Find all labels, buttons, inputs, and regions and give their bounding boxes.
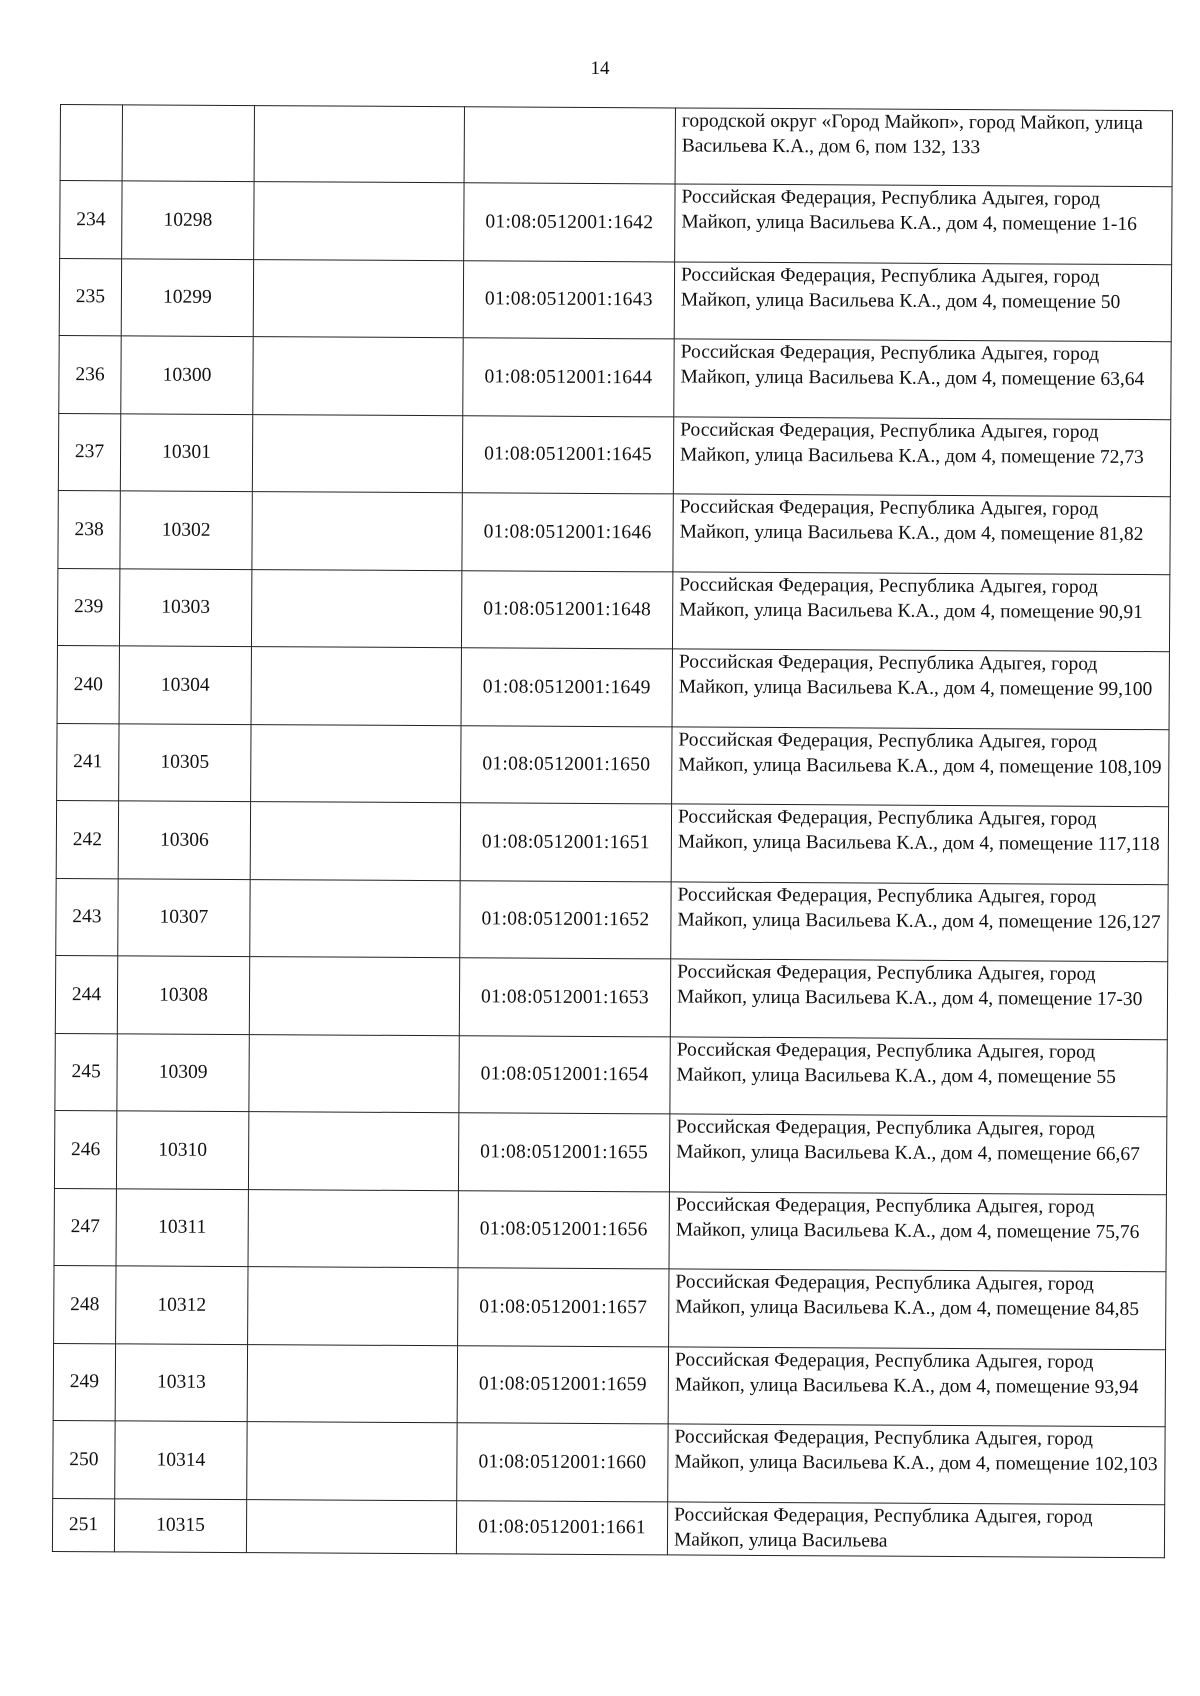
address-cell xyxy=(669,1269,1166,1349)
cadastral-number-cell: 01:08:0512001:1654 xyxy=(459,1035,670,1114)
blank-cell xyxy=(253,259,463,338)
row-number-cell: 243 xyxy=(56,878,118,956)
blank-cell xyxy=(250,879,460,958)
row-number-cell: 248 xyxy=(54,1265,116,1343)
cadastral-number-cell: 01:08:0512001:1661 xyxy=(456,1500,667,1554)
row-number-cell: 245 xyxy=(55,1033,117,1111)
row-number-cell: 249 xyxy=(53,1343,115,1421)
table-row xyxy=(57,568,1169,652)
blank-cell xyxy=(252,492,462,571)
blank-cell xyxy=(248,1189,458,1268)
row-number-cell xyxy=(60,105,122,181)
registry-number-cell: 10302 xyxy=(120,491,252,569)
address-cell xyxy=(672,649,1169,729)
blank-cell xyxy=(248,1267,458,1346)
table-row xyxy=(59,258,1171,342)
table-row xyxy=(55,1033,1167,1117)
table-row xyxy=(57,723,1169,807)
blank-cell xyxy=(249,1034,459,1113)
table-row xyxy=(54,1110,1166,1194)
blank-cell xyxy=(246,1499,456,1553)
cadastral-number-cell: 01:08:0512001:1642 xyxy=(464,183,675,262)
address-text: Российская Федерация, Республика Адыгея, город Майкоп, улица Васильева К.А., дом 4, помещение 17-30 xyxy=(676,961,1143,1011)
blank-cell xyxy=(254,182,464,261)
blank-cell xyxy=(252,414,462,493)
registry-number-cell xyxy=(122,105,254,182)
address-cell xyxy=(670,1036,1167,1116)
table-row xyxy=(54,1188,1166,1272)
cadastral-number-cell: 01:08:0512001:1644 xyxy=(463,338,674,417)
table-row xyxy=(58,413,1170,497)
blank-cell xyxy=(251,647,461,726)
address-text: Российская Федерация, Республика Адыгея, город Майкоп, улица Васильева К.А., дом 4, помещение 75,76 xyxy=(675,1193,1140,1243)
address-text: Российская Федерация, Республика Адыгея, город Майкоп, улица Васильева К.А., дом 4, помещение 102,103 xyxy=(674,1426,1158,1476)
table-row xyxy=(52,1498,1164,1557)
registry-number-cell: 10309 xyxy=(117,1033,249,1111)
address-text: Российская Федерация, Республика Адыгея, город Майкоп, улица Васильева К.А., дом 4, помещение 81,82 xyxy=(679,496,1144,546)
table-row xyxy=(56,878,1168,962)
table-row xyxy=(60,181,1172,265)
registry-number-cell: 10304 xyxy=(119,646,251,724)
address-cell xyxy=(669,1191,1166,1271)
registry-number-cell: 10312 xyxy=(116,1266,248,1344)
address-text: Российская Федерация, Республика Адыгея, город Майкоп, улица Васильева К.А., дом 4, помещение 72,73 xyxy=(679,418,1144,468)
address-text: Российская Федерация, Республика Адыгея, город Майкоп, улица Васильева К.А., дом 4, помещение 63,64 xyxy=(680,341,1145,391)
cadastral-number-cell: 01:08:0512001:1650 xyxy=(461,725,672,804)
address-cell xyxy=(669,1114,1166,1194)
address-cell xyxy=(668,1346,1165,1426)
registry-number-cell: 10305 xyxy=(119,723,251,801)
blank-cell xyxy=(254,106,464,183)
blank-cell xyxy=(251,724,461,803)
cadastral-number-cell: 01:08:0512001:1659 xyxy=(457,1345,668,1424)
cadastral-number-cell: 01:08:0512001:1651 xyxy=(460,803,671,882)
address-text: Российская Федерация, Республика Адыгея, город Майкоп, улица Васильева К.А., дом 4, помещение 90,91 xyxy=(679,573,1143,623)
table-body xyxy=(52,105,1172,1558)
address-cell xyxy=(675,108,1172,187)
row-number-cell: 240 xyxy=(57,645,119,723)
registry-number-cell: 10298 xyxy=(122,181,254,259)
address-text: Российская Федерация, Республика Адыгея, город Майкоп, улица Васильева К.А., дом 4, помещение 117,118 xyxy=(677,806,1160,856)
address-text: Российская Федерация, Республика Адыгея, город Майкоп, улица Васильева К.А., дом 4, помещение 99,100 xyxy=(678,651,1153,701)
row-number-cell: 236 xyxy=(59,335,121,413)
cadastral-number-cell: 01:08:0512001:1653 xyxy=(459,958,670,1037)
row-number-cell: 235 xyxy=(59,258,121,336)
address-text: Российская Федерация, Республика Адыгея, город Майкоп, улица Васильева К.А., дом 4, помещение 55 xyxy=(676,1038,1117,1088)
address-text: Российская Федерация, Республика Адыгея, город Майкоп, улица Васильева К.А., дом 4, помещение 126,127 xyxy=(677,883,1161,933)
property-registry-table xyxy=(52,104,1173,1558)
address-cell xyxy=(673,494,1170,574)
cadastral-number-cell: 01:08:0512001:1655 xyxy=(458,1113,669,1192)
address-cell xyxy=(672,571,1169,651)
row-number-cell: 251 xyxy=(52,1498,114,1551)
registry-number-cell: 10300 xyxy=(121,336,253,414)
address-cell xyxy=(675,184,1172,264)
row-number-cell: 250 xyxy=(53,1420,115,1498)
blank-cell xyxy=(247,1422,457,1501)
cadastral-number-cell: 01:08:0512001:1652 xyxy=(460,880,671,959)
row-number-cell: 244 xyxy=(55,955,117,1033)
address-cell xyxy=(668,1424,1165,1504)
address-cell xyxy=(672,726,1169,806)
table-row xyxy=(58,490,1170,574)
address-cell xyxy=(673,416,1170,496)
table-row xyxy=(53,1343,1165,1427)
registry-number-cell: 10311 xyxy=(116,1188,248,1266)
row-number-cell: 246 xyxy=(54,1110,116,1188)
address-cell xyxy=(670,959,1167,1039)
registry-number-cell: 10313 xyxy=(115,1343,247,1421)
address-text: Российская Федерация, Республика Адыгея, город Майкоп, улица Васильева xyxy=(673,1503,1093,1552)
address-cell xyxy=(674,261,1171,341)
registry-number-cell: 10306 xyxy=(118,801,250,879)
registry-number-cell: 10301 xyxy=(120,413,252,491)
address-text: Российская Федерация, Республика Адыгея, город Майкоп, улица Васильева К.А., дом 4, помещение 66,67 xyxy=(676,1116,1140,1166)
row-number-cell: 242 xyxy=(56,800,118,878)
registry-number-cell: 10307 xyxy=(118,878,250,956)
table-row xyxy=(54,1265,1166,1349)
registry-number-cell: 10303 xyxy=(119,568,251,646)
blank-cell xyxy=(250,802,460,881)
address-text: городской округ «Город Майкоп», город Майкоп, улица Васильева К.А., дом 6, пом 132, 133 xyxy=(681,110,1144,159)
address-cell xyxy=(671,804,1168,884)
cadastral-number-cell: 01:08:0512001:1645 xyxy=(462,415,673,494)
table-row xyxy=(55,955,1167,1039)
address-cell xyxy=(671,881,1168,961)
cadastral-number-cell: 01:08:0512001:1657 xyxy=(458,1268,669,1347)
blank-cell xyxy=(253,337,463,416)
cadastral-number-cell: 01:08:0512001:1643 xyxy=(463,260,674,339)
registry-number-cell: 10314 xyxy=(115,1421,247,1499)
row-number-cell: 247 xyxy=(54,1188,116,1266)
page-number: 14 xyxy=(590,58,610,79)
registry-number-cell: 10299 xyxy=(121,258,253,336)
address-text: Российская Федерация, Республика Адыгея, город Майкоп, улица Васильева К.А., дом 4, помещение 93,94 xyxy=(674,1348,1139,1398)
cadastral-number-cell: 01:08:0512001:1656 xyxy=(458,1190,669,1269)
registry-number-cell: 10310 xyxy=(116,1111,248,1189)
address-cell xyxy=(674,339,1171,419)
table-row-continuation xyxy=(60,105,1172,187)
address-text: Российская Федерация, Республика Адыгея, город Майкоп, улица Васильева К.А., дом 4, помещение 50 xyxy=(680,263,1121,313)
row-number-cell: 239 xyxy=(57,568,119,646)
blank-cell xyxy=(249,957,459,1036)
address-cell xyxy=(667,1501,1164,1557)
registry-number-cell: 10315 xyxy=(114,1498,246,1552)
blank-cell xyxy=(251,569,461,648)
cadastral-number-cell: 01:08:0512001:1646 xyxy=(462,493,673,572)
cadastral-number-cell: 01:08:0512001:1649 xyxy=(461,648,672,727)
cadastral-number-cell xyxy=(464,107,675,184)
table-row xyxy=(56,800,1168,884)
table-row xyxy=(53,1420,1165,1504)
table-row xyxy=(59,335,1171,419)
blank-cell xyxy=(247,1344,457,1423)
table-row xyxy=(57,645,1169,729)
row-number-cell: 238 xyxy=(58,490,120,568)
address-text: Российская Федерация, Республика Адыгея, город Майкоп, улица Васильева К.А., дом 4, помещение 1-16 xyxy=(681,186,1138,236)
row-number-cell: 241 xyxy=(57,723,119,801)
address-text: Российская Федерация, Республика Адыгея, город Майкоп, улица Васильева К.А., дом 4, помещение 84,85 xyxy=(675,1271,1140,1321)
cadastral-number-cell: 01:08:0512001:1648 xyxy=(461,570,672,649)
cadastral-number-cell: 01:08:0512001:1660 xyxy=(457,1423,668,1502)
row-number-cell: 237 xyxy=(58,413,120,491)
address-text: Российская Федерация, Республика Адыгея, город Майкоп, улица Васильева К.А., дом 4, помещение 108,109 xyxy=(678,728,1162,778)
registry-number-cell: 10308 xyxy=(117,956,249,1034)
blank-cell xyxy=(248,1112,458,1191)
row-number-cell: 234 xyxy=(60,181,122,259)
